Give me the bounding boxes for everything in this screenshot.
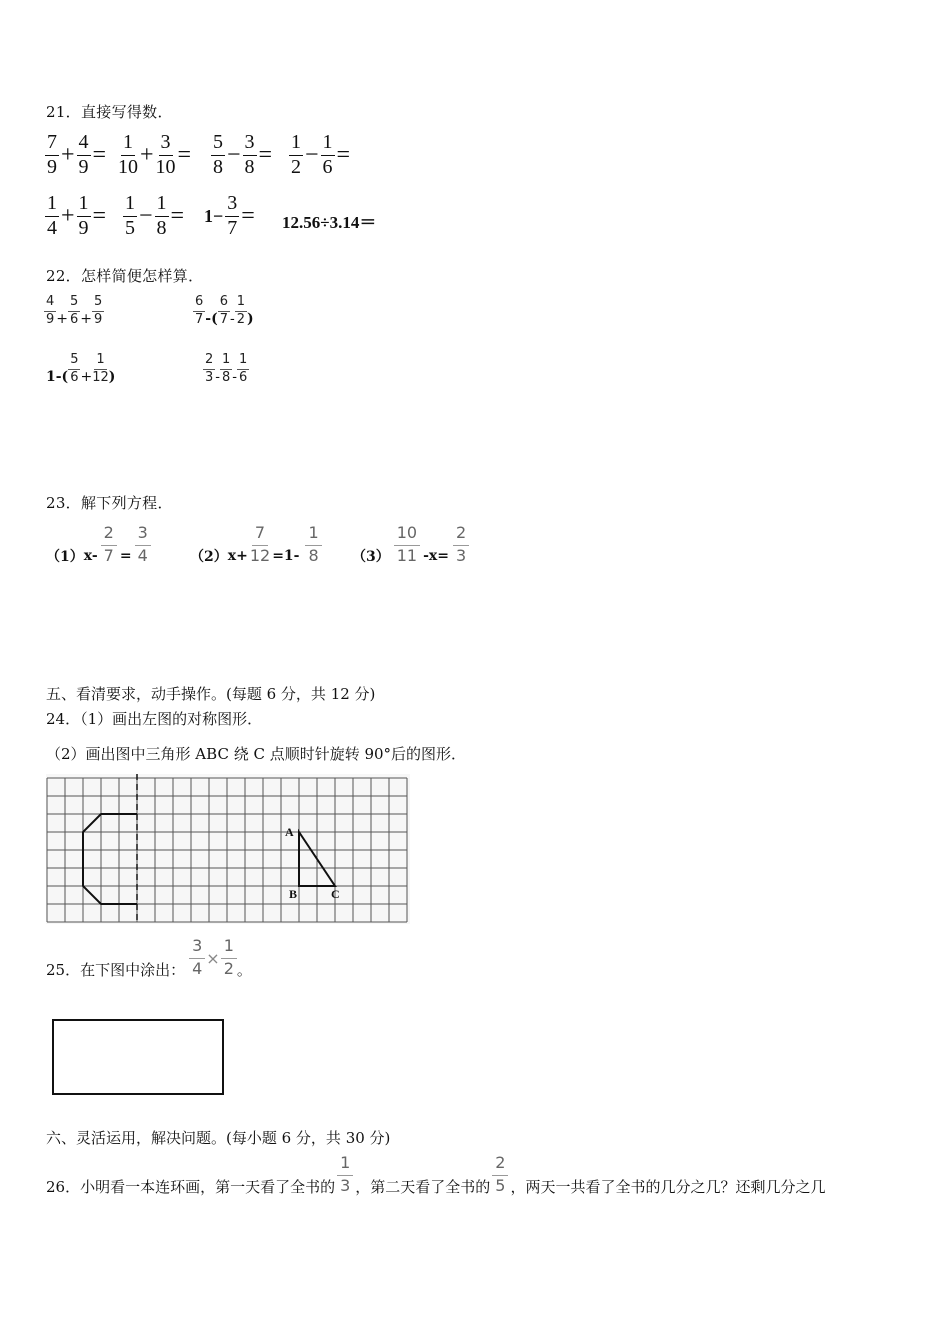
fraction: 1 10 bbox=[118, 131, 138, 178]
fraction: 7 9 bbox=[47, 131, 57, 178]
grid-figure bbox=[46, 774, 410, 924]
fraction: 5 8 bbox=[213, 131, 223, 178]
q21-row2-item4: 12.56÷3.14＝ bbox=[282, 213, 377, 232]
fraction: $\frac{4}{9}$ bbox=[78, 131, 89, 178]
q26-text: 26．小明看一本连环画，第一天看了全书的 1 3 ，第二天看了全书的 2 5 ，两天一共看了全书的几分之几？还剩几分之几 bbox=[46, 1153, 826, 1196]
q21-title: 21．直接写得数． bbox=[46, 103, 173, 121]
section5-title: 五、看清要求，动手操作。(每题 6 分，共 12 分) bbox=[46, 685, 376, 703]
fraction: $\frac{1}{8}$ bbox=[156, 192, 167, 239]
label-c: C bbox=[331, 887, 340, 901]
q25-prompt: 25．在下图中涂出： $\frac{3}{4}$ × $\frac{1}{2}$ 。 bbox=[46, 936, 252, 979]
q24-line1: 24．（1）画出左图的对称图形． bbox=[46, 710, 263, 728]
q21-row1-item1: 7 9 + $\frac{4}{9}$ = bbox=[47, 131, 107, 178]
q21-row1-item3: 5 8 − $\frac{3}{8}$ = bbox=[213, 131, 273, 178]
q21-row1-item2: 1 10 + $\frac{3}{10}$ = bbox=[118, 131, 192, 178]
q21-row2-item1: 1 4 + $\frac{1}{9}$ = bbox=[47, 192, 107, 239]
q23-equation3: （3） 10 11 -x= $\frac{2}{3}$ bbox=[352, 523, 469, 566]
section6-title: 六、灵活运用，解决问题。(每小题 6 分，共 30 分) bbox=[46, 1129, 391, 1147]
q21-row2-item3: 1− $\frac{3}{7}$ = bbox=[204, 192, 255, 239]
fraction: $\frac{3}{10}$ bbox=[155, 131, 176, 178]
fraction: 1 2 bbox=[291, 131, 301, 178]
shading-rectangle[interactable] bbox=[52, 1019, 224, 1095]
q23-title: 23．解下列方程． bbox=[46, 494, 173, 512]
fraction: 1 5 bbox=[125, 192, 135, 239]
fraction: $\frac{1}{9}$ bbox=[78, 192, 89, 239]
q23-equation2: （2） x+ $\frac{7}{12}$ =1- 1 8 bbox=[190, 523, 322, 566]
fraction: $\frac{1}{6}$ bbox=[322, 131, 333, 178]
q22-expr3: 1-( 5 6 + $\frac{1}{12}$ ) bbox=[46, 352, 116, 385]
q21-row2-item2: 1 5 − $\frac{1}{8}$ = bbox=[125, 192, 185, 239]
grid-lines bbox=[47, 778, 407, 922]
q22-title: 22．怎样简便怎样算． bbox=[46, 267, 204, 285]
q22-expr4: 2 3 - 1 8 - 1 6 bbox=[205, 352, 248, 385]
label-a: A bbox=[285, 825, 294, 839]
q22-expr1: 4 9 + $\frac{5}{6}$ + $\frac{5}{9}$ bbox=[46, 294, 103, 327]
label-b: B bbox=[289, 887, 298, 901]
fraction: 1 4 bbox=[47, 192, 57, 239]
q22-expr2: 6 7 -( 6 7 - 1 2 ) bbox=[195, 294, 254, 327]
fraction: $\frac{3}{8}$ bbox=[244, 131, 255, 178]
q21-row1-item4: 1 2 − $\frac{1}{6}$ = bbox=[291, 131, 351, 178]
fraction: $\frac{3}{7}$ bbox=[227, 192, 238, 239]
q24-line2: （2）画出图中三角形 ABC 绕 C 点顺时针旋转 90°后的图形． bbox=[46, 745, 467, 763]
q23-equation1: （1） x- $\frac{2}{7}$ = $\frac{3}{4}$ bbox=[46, 523, 151, 566]
